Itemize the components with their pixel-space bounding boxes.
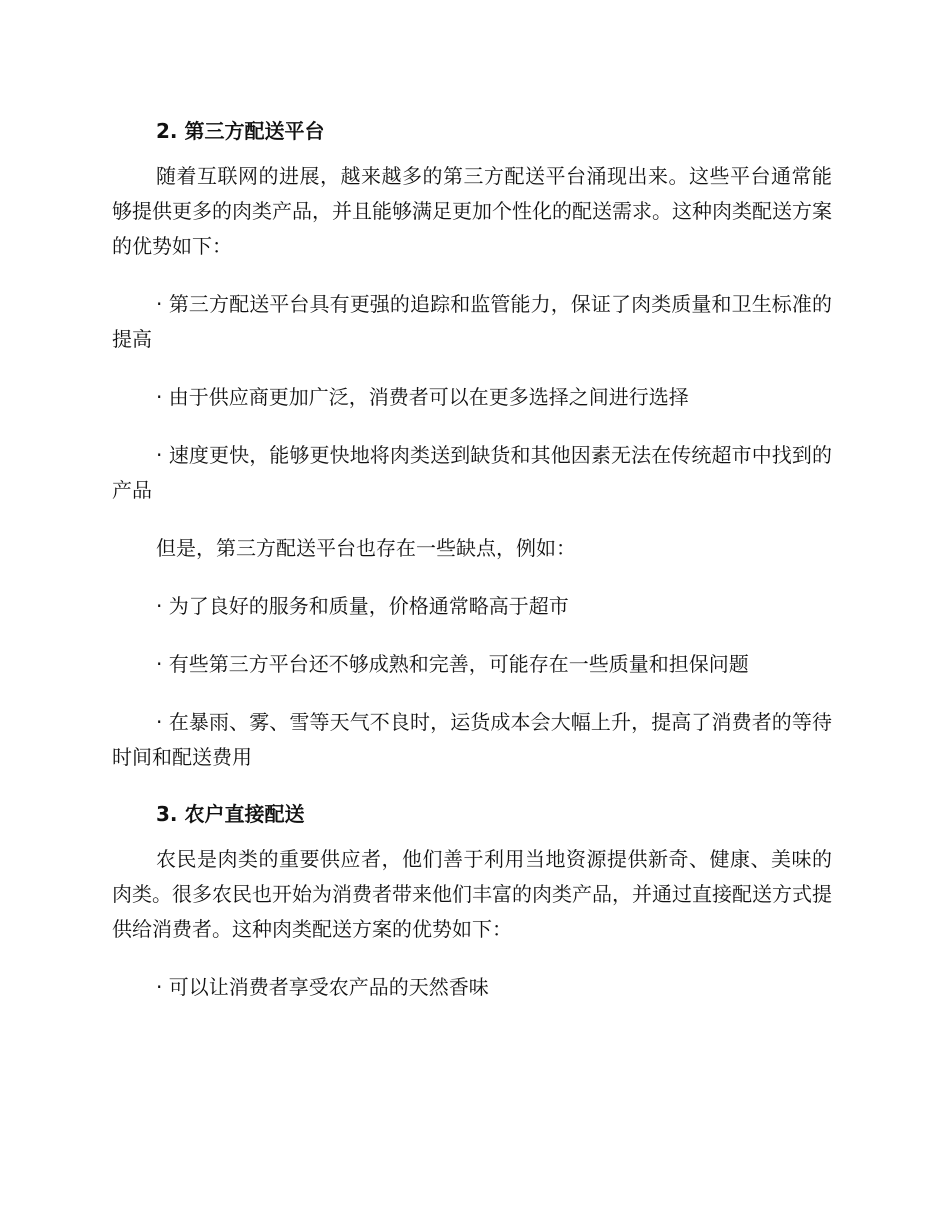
section-3-intro-paragraph: 农民是肉类的重要供应者，他们善于利用当地资源提供新奇、健康、美味的肉类。很多农民也开始为消费者带来他们丰富的肉类产品，并通过直接配送方式提供给消费者。这种肉类配送方案的优势如下： (112, 847, 832, 941)
section-3-advantage-item: · 可以让消费者享受农产品的天然香味 (156, 975, 489, 999)
document-page (112, 100, 832, 1005)
section-3-heading: 3. 农户直接配送 (156, 802, 305, 826)
section-2-disadvantages-intro: 但是，第三方配送平台也存在一些缺点，例如： (156, 536, 576, 560)
section-2-heading: 2. 第三方配送平台 (156, 119, 325, 143)
section-2-advantage-item: · 第三方配送平台具有更强的追踪和监管能力，保证了肉类质量和卫生标准的提高 (112, 292, 832, 351)
section-2-disadvantage-item: · 有些第三方平台还不够成熟和完善，可能存在一些质量和担保问题 (156, 652, 749, 676)
section-2-advantage-item: · 速度更快，能够更快地将肉类送到缺货和其他因素无法在传统超市中找到的产品 (112, 443, 832, 502)
section-2-disadvantage-item: · 为了良好的服务和质量，价格通常略高于超市 (156, 594, 569, 618)
section-2-intro-paragraph: 随着互联网的进展，越来越多的第三方配送平台涌现出来。这些平台通常能够提供更多的肉类产品，并且能够满足更加个性化的配送需求。这种肉类配送方案的优势如下： (112, 164, 832, 258)
section-2-disadvantage-item: · 在暴雨、雾、雪等天气不良时，运货成本会大幅上升，提高了消费者的等待时间和配送费用 (112, 710, 832, 769)
section-2-advantage-item: · 由于供应商更加广泛，消费者可以在更多选择之间进行选择 (156, 385, 689, 409)
